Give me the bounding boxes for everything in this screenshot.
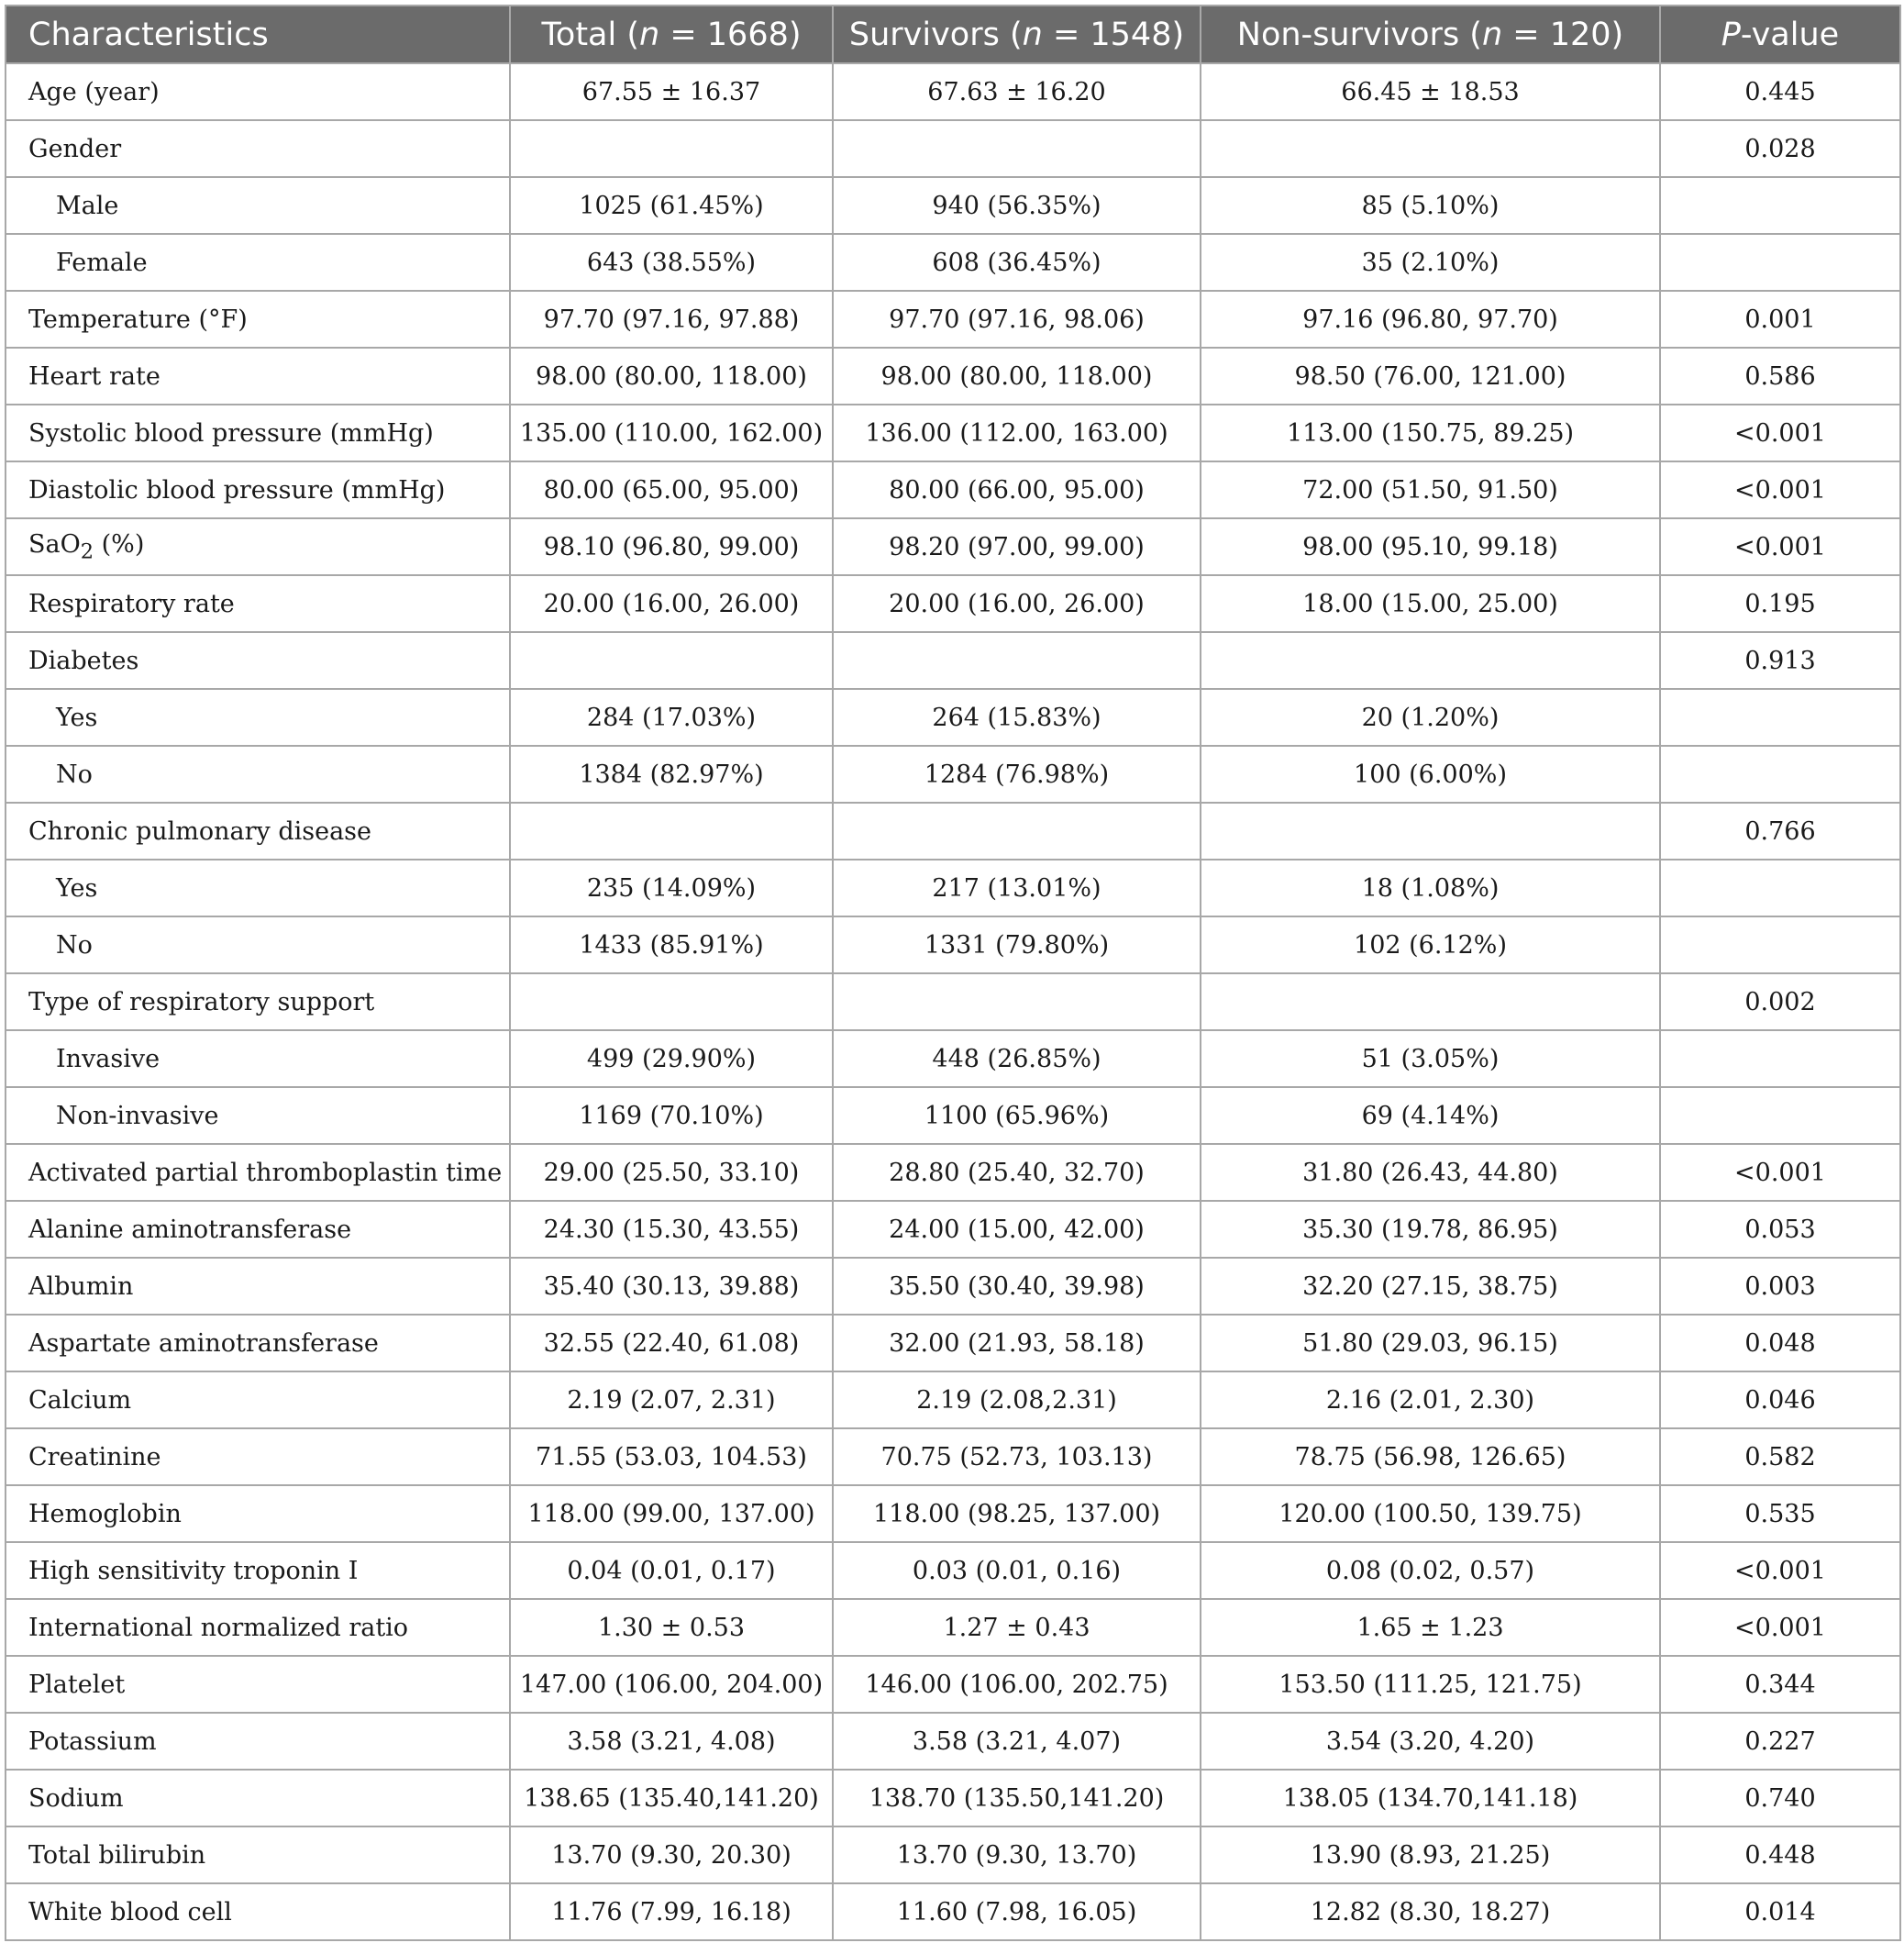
cell-total [510, 803, 833, 860]
row-label: Albumin [6, 1258, 510, 1315]
cell-p-value: 0.913 [1660, 632, 1900, 689]
cell-non-survivors: 97.16 (96.80, 97.70) [1201, 291, 1660, 348]
cell-survivors: 67.63 ± 16.20 [833, 63, 1201, 120]
cell-non-survivors: 51 (3.05%) [1201, 1030, 1660, 1087]
cell-non-survivors: 66.45 ± 18.53 [1201, 63, 1660, 120]
table-row [6, 1087, 1900, 1144]
cell-p-value: 0.766 [1660, 803, 1900, 860]
table-row [6, 860, 1900, 916]
cell-non-survivors: 32.20 (27.15, 38.75) [1201, 1258, 1660, 1315]
cell-survivors: 98.00 (80.00, 118.00) [833, 348, 1201, 405]
cell-survivors: 24.00 (15.00, 42.00) [833, 1201, 1201, 1258]
row-label: Type of respiratory support [6, 973, 510, 1030]
cell-total: 13.70 (9.30, 20.30) [510, 1826, 833, 1883]
row-label: Calcium [6, 1371, 510, 1428]
header-row [6, 6, 1900, 63]
cell-survivors [833, 120, 1201, 177]
table-row [6, 746, 1900, 803]
cell-non-survivors [1201, 120, 1660, 177]
cell-survivors: 0.03 (0.01, 0.16) [833, 1542, 1201, 1599]
cell-non-survivors: 138.05 (134.70,141.18) [1201, 1770, 1660, 1826]
header-p-value: P-value [1660, 6, 1900, 63]
table-row [6, 973, 1900, 1030]
table-row [6, 291, 1900, 348]
cell-p-value: <0.001 [1660, 1599, 1900, 1656]
row-label: Chronic pulmonary disease [6, 803, 510, 860]
row-label: Hemoglobin [6, 1485, 510, 1542]
row-label: Aspartate aminotransferase [6, 1315, 510, 1371]
cell-non-survivors: 18.00 (15.00, 25.00) [1201, 575, 1660, 632]
cell-survivors: 98.20 (97.00, 99.00) [833, 518, 1201, 575]
cell-survivors: 448 (26.85%) [833, 1030, 1201, 1087]
cell-non-survivors: 18 (1.08%) [1201, 860, 1660, 916]
cell-p-value: <0.001 [1660, 518, 1900, 575]
cell-total: 1433 (85.91%) [510, 916, 833, 973]
cell-p-value: <0.001 [1660, 1542, 1900, 1599]
cell-total: 147.00 (106.00, 204.00) [510, 1656, 833, 1713]
cell-p-value: 0.445 [1660, 63, 1900, 120]
cell-survivors: 1284 (76.98%) [833, 746, 1201, 803]
cell-non-survivors: 69 (4.14%) [1201, 1087, 1660, 1144]
cell-total: 11.76 (7.99, 16.18) [510, 1883, 833, 1940]
cell-non-survivors: 98.00 (95.10, 99.18) [1201, 518, 1660, 575]
row-label: Platelet [6, 1656, 510, 1713]
table-row [6, 1201, 1900, 1258]
cell-p-value: 0.535 [1660, 1485, 1900, 1542]
row-label: White blood cell [6, 1883, 510, 1940]
cell-p-value: 0.028 [1660, 120, 1900, 177]
row-label: High sensitivity troponin I [6, 1542, 510, 1599]
cell-total: 138.65 (135.40,141.20) [510, 1770, 833, 1826]
cell-non-survivors: 0.08 (0.02, 0.57) [1201, 1542, 1660, 1599]
cell-survivors: 70.75 (52.73, 103.13) [833, 1428, 1201, 1485]
cell-total: 499 (29.90%) [510, 1030, 833, 1087]
cell-survivors: 35.50 (30.40, 39.98) [833, 1258, 1201, 1315]
cell-total: 284 (17.03%) [510, 689, 833, 746]
header-survivors: Survivors (n = 1548) [833, 6, 1201, 63]
table-row [6, 1371, 1900, 1428]
cell-total: 135.00 (110.00, 162.00) [510, 405, 833, 461]
table-row [6, 461, 1900, 518]
row-label: Creatinine [6, 1428, 510, 1485]
row-label: Yes [6, 689, 510, 746]
cell-total: 1.30 ± 0.53 [510, 1599, 833, 1656]
cell-non-survivors: 51.80 (29.03, 96.15) [1201, 1315, 1660, 1371]
row-label: Male [6, 177, 510, 234]
cell-p-value: <0.001 [1660, 1144, 1900, 1201]
cell-total: 235 (14.09%) [510, 860, 833, 916]
cell-total: 35.40 (30.13, 39.88) [510, 1258, 833, 1315]
table-row [6, 1770, 1900, 1826]
cell-total: 71.55 (53.03, 104.53) [510, 1428, 833, 1485]
table-row [6, 405, 1900, 461]
cell-total: 118.00 (99.00, 137.00) [510, 1485, 833, 1542]
cell-p-value: 0.014 [1660, 1883, 1900, 1940]
table-row [6, 348, 1900, 405]
cell-total: 32.55 (22.40, 61.08) [510, 1315, 833, 1371]
cell-p-value: 0.003 [1660, 1258, 1900, 1315]
cell-p-value: 0.582 [1660, 1428, 1900, 1485]
cell-survivors: 11.60 (7.98, 16.05) [833, 1883, 1201, 1940]
cell-survivors [833, 973, 1201, 1030]
cell-non-survivors: 72.00 (51.50, 91.50) [1201, 461, 1660, 518]
cell-survivors: 217 (13.01%) [833, 860, 1201, 916]
cell-survivors: 20.00 (16.00, 26.00) [833, 575, 1201, 632]
table-row [6, 1315, 1900, 1371]
cell-non-survivors: 100 (6.00%) [1201, 746, 1660, 803]
cell-p-value: 0.048 [1660, 1315, 1900, 1371]
cell-p-value [1660, 689, 1900, 746]
row-label: Sodium [6, 1770, 510, 1826]
cell-p-value: 0.344 [1660, 1656, 1900, 1713]
row-label: No [6, 916, 510, 973]
table-row [6, 234, 1900, 291]
cell-survivors [833, 632, 1201, 689]
cell-total: 1384 (82.97%) [510, 746, 833, 803]
table-row [6, 916, 1900, 973]
table-row [6, 1258, 1900, 1315]
row-label: Diabetes [6, 632, 510, 689]
cell-non-survivors: 120.00 (100.50, 139.75) [1201, 1485, 1660, 1542]
table-row [6, 1713, 1900, 1770]
cell-total [510, 973, 833, 1030]
row-label: Total bilirubin [6, 1826, 510, 1883]
cell-total: 67.55 ± 16.37 [510, 63, 833, 120]
cell-total: 97.70 (97.16, 97.88) [510, 291, 833, 348]
cell-survivors [833, 803, 1201, 860]
cell-non-survivors: 113.00 (150.75, 89.25) [1201, 405, 1660, 461]
row-label: Gender [6, 120, 510, 177]
cell-survivors: 2.19 (2.08,2.31) [833, 1371, 1201, 1428]
row-label: Non-invasive [6, 1087, 510, 1144]
cell-p-value: 0.195 [1660, 575, 1900, 632]
cell-total: 24.30 (15.30, 43.55) [510, 1201, 833, 1258]
row-label: Heart rate [6, 348, 510, 405]
row-label: Potassium [6, 1713, 510, 1770]
table-row [6, 1030, 1900, 1087]
cell-total: 1169 (70.10%) [510, 1087, 833, 1144]
row-label: Age (year) [6, 63, 510, 120]
table-row [6, 518, 1900, 575]
header-non-survivors: Non-survivors (n = 120) [1201, 6, 1660, 63]
table-row [6, 120, 1900, 177]
row-label: Temperature (°F) [6, 291, 510, 348]
cell-survivors: 28.80 (25.40, 32.70) [833, 1144, 1201, 1201]
row-label: Respiratory rate [6, 575, 510, 632]
sao2-base: SaO [28, 529, 81, 559]
table-row [6, 177, 1900, 234]
row-label: Activated partial thromboplastin time [6, 1144, 510, 1201]
row-label: Female [6, 234, 510, 291]
cell-non-survivors: 102 (6.12%) [1201, 916, 1660, 973]
cell-total: 29.00 (25.50, 33.10) [510, 1144, 833, 1201]
cell-p-value [1660, 177, 1900, 234]
cell-survivors: 13.70 (9.30, 13.70) [833, 1826, 1201, 1883]
row-label: Systolic blood pressure (mmHg) [6, 405, 510, 461]
table-row [6, 1656, 1900, 1713]
row-label-sao2 [6, 518, 510, 575]
cell-survivors: 80.00 (66.00, 95.00) [833, 461, 1201, 518]
header-characteristics: Characteristics [6, 6, 510, 63]
table-row [6, 575, 1900, 632]
cell-survivors: 608 (36.45%) [833, 234, 1201, 291]
table-row [6, 803, 1900, 860]
header-total: Total (n = 1668) [510, 6, 833, 63]
row-label: Diastolic blood pressure (mmHg) [6, 461, 510, 518]
cell-total: 2.19 (2.07, 2.31) [510, 1371, 833, 1428]
cell-total: 80.00 (65.00, 95.00) [510, 461, 833, 518]
cell-p-value [1660, 860, 1900, 916]
cell-survivors: 138.70 (135.50,141.20) [833, 1770, 1201, 1826]
cell-survivors: 1.27 ± 0.43 [833, 1599, 1201, 1656]
cell-survivors: 146.00 (106.00, 202.75) [833, 1656, 1201, 1713]
cell-p-value [1660, 234, 1900, 291]
table-row [6, 63, 1900, 120]
cell-p-value: 0.448 [1660, 1826, 1900, 1883]
cell-total: 643 (38.55%) [510, 234, 833, 291]
cell-non-survivors: 85 (5.10%) [1201, 177, 1660, 234]
cell-non-survivors: 98.50 (76.00, 121.00) [1201, 348, 1660, 405]
cell-total [510, 120, 833, 177]
sao2-subscript: 2 [80, 539, 94, 564]
cell-survivors: 32.00 (21.93, 58.18) [833, 1315, 1201, 1371]
cell-p-value: 0.001 [1660, 291, 1900, 348]
row-label: No [6, 746, 510, 803]
table-row [6, 1599, 1900, 1656]
cell-p-value: 0.740 [1660, 1770, 1900, 1826]
cell-p-value [1660, 1087, 1900, 1144]
cell-p-value: 0.586 [1660, 348, 1900, 405]
cell-non-survivors: 153.50 (111.25, 121.75) [1201, 1656, 1660, 1713]
cell-p-value: 0.002 [1660, 973, 1900, 1030]
cell-non-survivors: 35.30 (19.78, 86.95) [1201, 1201, 1660, 1258]
cell-survivors: 1331 (79.80%) [833, 916, 1201, 973]
cell-total: 3.58 (3.21, 4.08) [510, 1713, 833, 1770]
cell-non-survivors: 31.80 (26.43, 44.80) [1201, 1144, 1660, 1201]
cell-non-survivors: 13.90 (8.93, 21.25) [1201, 1826, 1660, 1883]
row-label: International normalized ratio [6, 1599, 510, 1656]
row-label: Yes [6, 860, 510, 916]
table-row [6, 1144, 1900, 1201]
cell-total: 0.04 (0.01, 0.17) [510, 1542, 833, 1599]
table-header [6, 6, 1900, 63]
row-label: Alanine aminotransferase [6, 1201, 510, 1258]
table-row [6, 689, 1900, 746]
cell-total: 1025 (61.45%) [510, 177, 833, 234]
cell-survivors: 136.00 (112.00, 163.00) [833, 405, 1201, 461]
cell-non-survivors: 20 (1.20%) [1201, 689, 1660, 746]
table-row [6, 1883, 1900, 1940]
cell-p-value: <0.001 [1660, 461, 1900, 518]
cell-non-survivors: 78.75 (56.98, 126.65) [1201, 1428, 1660, 1485]
cell-non-survivors [1201, 632, 1660, 689]
table-row [6, 1485, 1900, 1542]
table-row [6, 1826, 1900, 1883]
cell-survivors: 97.70 (97.16, 98.06) [833, 291, 1201, 348]
cell-p-value [1660, 746, 1900, 803]
cell-p-value: <0.001 [1660, 405, 1900, 461]
cell-total: 98.00 (80.00, 118.00) [510, 348, 833, 405]
table-row [6, 1542, 1900, 1599]
table-row [6, 1428, 1900, 1485]
cell-p-value: 0.227 [1660, 1713, 1900, 1770]
cell-p-value [1660, 916, 1900, 973]
cell-non-survivors: 2.16 (2.01, 2.30) [1201, 1371, 1660, 1428]
cell-non-survivors: 1.65 ± 1.23 [1201, 1599, 1660, 1656]
cell-p-value: 0.046 [1660, 1371, 1900, 1428]
row-label: Invasive [6, 1030, 510, 1087]
cell-total: 20.00 (16.00, 26.00) [510, 575, 833, 632]
cell-survivors: 3.58 (3.21, 4.07) [833, 1713, 1201, 1770]
cell-survivors: 118.00 (98.25, 137.00) [833, 1485, 1201, 1542]
cell-non-survivors: 35 (2.10%) [1201, 234, 1660, 291]
cell-total [510, 632, 833, 689]
cell-non-survivors [1201, 803, 1660, 860]
table-body [6, 63, 1900, 1940]
cell-p-value [1660, 1030, 1900, 1087]
cell-non-survivors: 12.82 (8.30, 18.27) [1201, 1883, 1660, 1940]
sao2-unit: (%) [94, 529, 145, 559]
cell-non-survivors: 3.54 (3.20, 4.20) [1201, 1713, 1660, 1770]
table-row [6, 632, 1900, 689]
cell-total: 98.10 (96.80, 99.00) [510, 518, 833, 575]
cell-survivors: 940 (56.35%) [833, 177, 1201, 234]
baseline-characteristics-table [5, 5, 1901, 1941]
cell-survivors: 264 (15.83%) [833, 689, 1201, 746]
cell-survivors: 1100 (65.96%) [833, 1087, 1201, 1144]
cell-p-value: 0.053 [1660, 1201, 1900, 1258]
cell-non-survivors [1201, 973, 1660, 1030]
